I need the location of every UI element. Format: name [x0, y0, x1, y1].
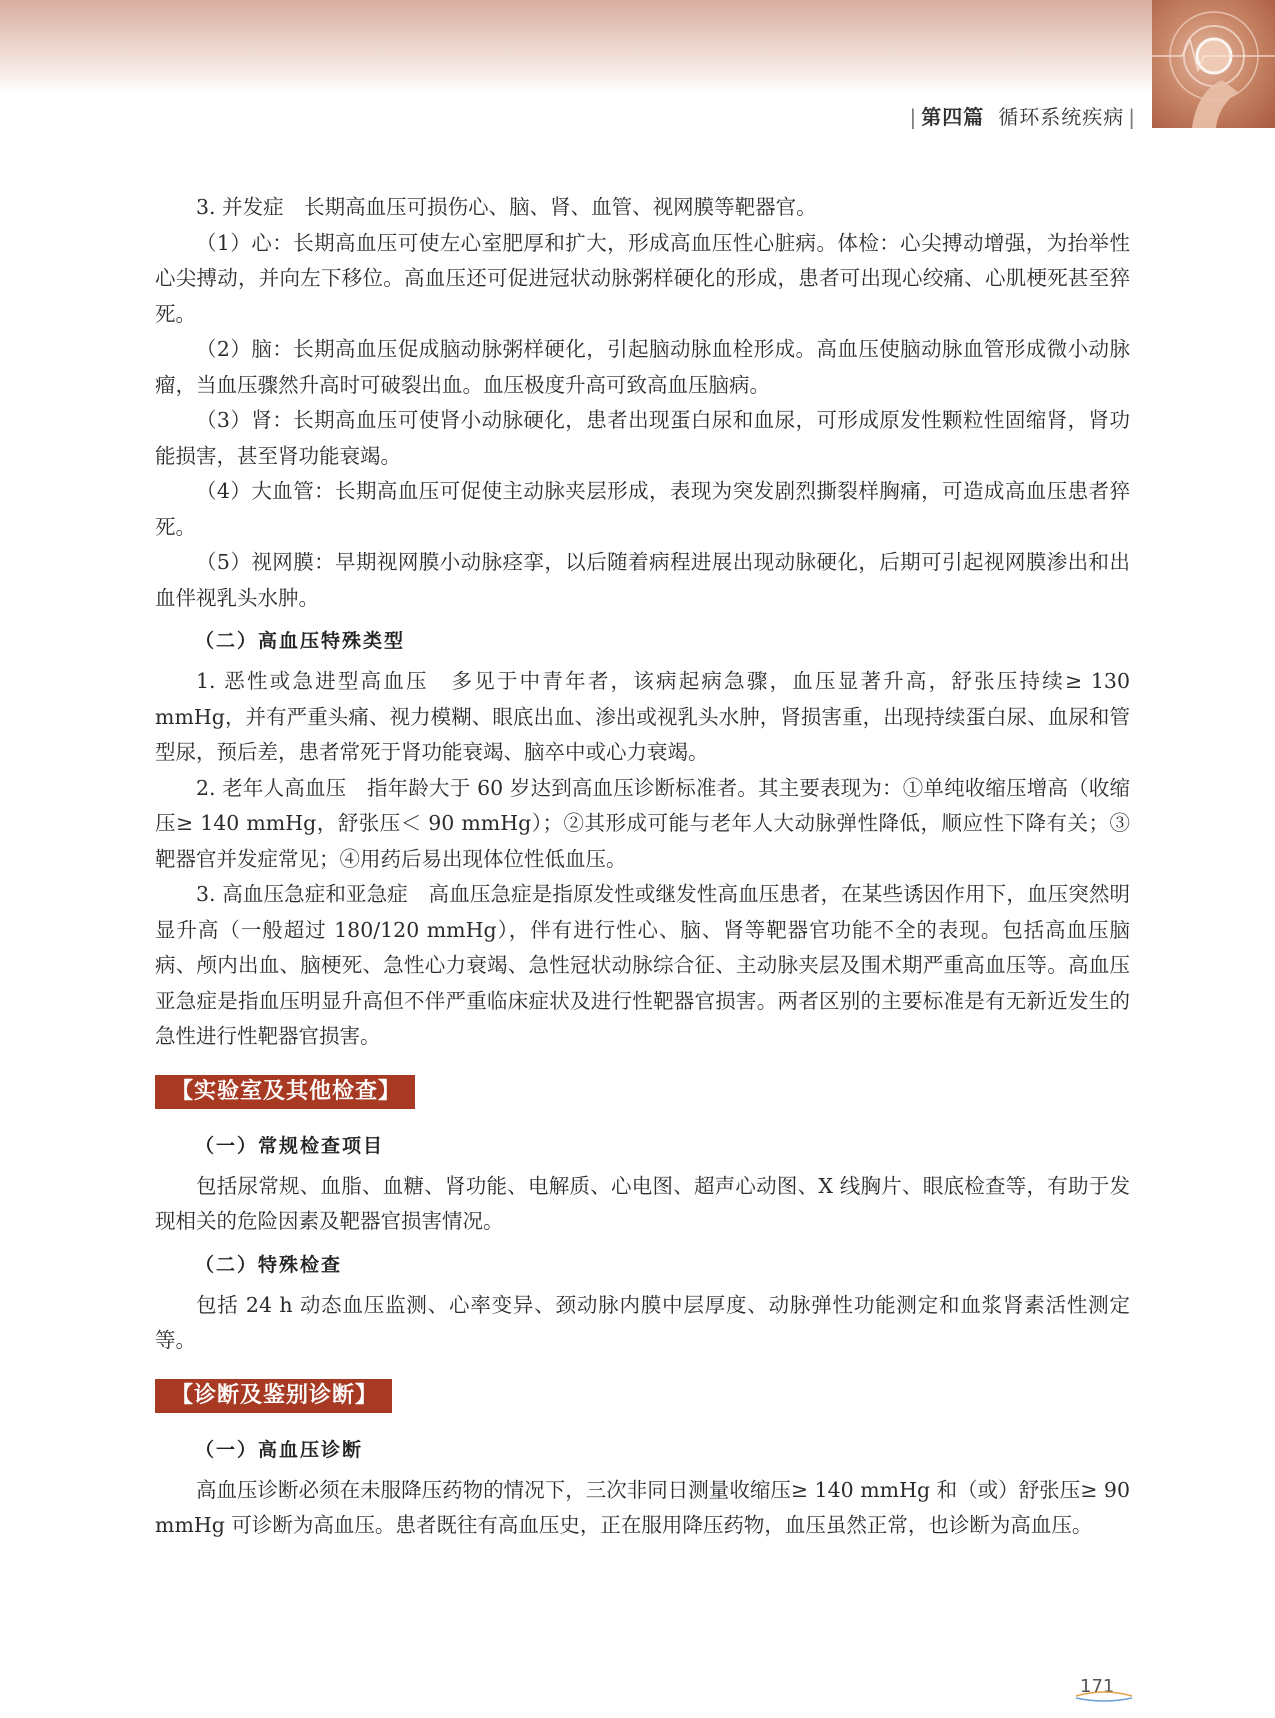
paragraph: （5）视网膜：早期视网膜小动脉痉挛，以后随着病程进展出现动脉硬化，后期可引起视网膜渗出和出血伴视乳头水肿。: [155, 550, 1130, 610]
paragraph: 2. 老年人高血压 指年龄大于 60 岁达到高血压诊断标准者。其主要表现为：①单纯收缩压增高（收缩压≥ 140 mmHg，舒张压＜ 90 mmHg）；②其形成可能与老年人大动脉弹性降低，顺应性下降有关；③靶器官并发症常见；④用药后易出现体位性低血压。: [155, 775, 1130, 871]
paragraph: 3. 高血压急症和亚急症 高血压急症是指原发性或继发性高血压患者，在某些诱因作用下，血压突然明显升高（一般超过 180/120 mmHg），伴有进行性心、脑、肾等靶器官功能不全的表现。包括高血压脑病、颅内出血、脑梗死、急性心力衰竭、急性冠状动脉综合征、主动脉夹层及围术期严重高血压等。高血压亚急症是指血压明显升高但不伴严重临床症状及进行性靶器官损害。两者区别的主要标准是有无新近发生的急性进行性靶器官损害。: [155, 882, 1130, 1048]
paragraph: 3. 并发症 长期高血压可损伤心、脑、肾、血管、视网膜等靶器官。: [196, 195, 817, 219]
paragraph: 1. 恶性或急进型高血压 多见于中青年者，该病起病急骤，血压显著升高，舒张压持续≥ 130 mmHg，并有严重头痛、视力模糊、眼底出血、渗出或视乳头水肿，肾损害重，出现持续蛋白尿、血尿和管型尿，预后差，患者常死于肾功能衰竭、脑卒中或心力衰竭。: [155, 669, 1130, 764]
paragraph: 包括 24 h 动态血压监测、心率变异、颈动脉内膜中层厚度、动脉弹性功能测定和血浆肾素活性测定等。: [155, 1292, 1130, 1352]
subsection-heading: （二）高血压特殊类型: [195, 630, 406, 652]
paragraph: （1）心：长期高血压可使左心室肥厚和扩大，形成高血压性心脏病。体检：心尖搏动增强，为抬举性心尖搏动，并向左下移位。高血压还可促进冠状动脉粥样硬化的形成，患者可出现心绞痛、心肌梗死甚至猝死。: [155, 230, 1130, 326]
chapter-label: 循环系统疾病: [998, 105, 1125, 129]
part-label: 第四篇: [921, 105, 985, 129]
page-body: [155, 190, 1130, 1544]
subsection-heading: （二）特殊检查: [195, 1253, 343, 1276]
paragraph: 高血压诊断必须在未服降压药物的情况下，三次非同日测量收缩压≥ 140 mmHg 和（或）舒张压≥ 90 mmHg 可诊断为高血压。患者既往有高血压史，正在服用降压药物，血压虽然正常，也诊断为高血压。: [155, 1477, 1130, 1537]
page-number-ornament: [1074, 1690, 1134, 1702]
section-heading: 【诊断及鉴别诊断】: [155, 1379, 392, 1413]
stethoscope-image: [1152, 0, 1275, 128]
header-band: [0, 0, 1275, 92]
section-heading-row: [155, 1359, 1130, 1425]
section-heading: 【实验室及其他检查】: [155, 1075, 415, 1109]
running-head: | 第四篇 循环系统疾病 |: [909, 105, 1136, 129]
paragraph: （2）脑：长期高血压促成脑动脉粥样硬化，引起脑动脉血栓形成。高血压使脑动脉血管形成微小动脉瘤，当血压骤然升高时可破裂出血。血压极度升高可致高血压脑病。: [155, 337, 1130, 397]
paragraph: 包括尿常规、血脂、血糖、肾功能、电解质、心电图、超声心动图、X 线胸片、眼底检查等，有助于发现相关的危险因素及靶器官损害情况。: [155, 1173, 1130, 1233]
page-number: 171: [1080, 1676, 1115, 1697]
subsection-heading: （一）常规检查项目: [195, 1134, 385, 1157]
section-heading-row: [155, 1055, 1130, 1121]
subsection-heading: （一）高血压诊断: [195, 1438, 364, 1461]
paragraph: （3）肾：长期高血压可使肾小动脉硬化，患者出现蛋白尿和血尿，可形成原发性颗粒性固缩肾，肾功能损害，甚至肾功能衰竭。: [155, 408, 1130, 468]
paragraph: （4）大血管：长期高血压可促使主动脉夹层形成，表现为突发剧烈撕裂样胸痛，可造成高血压患者猝死。: [155, 479, 1130, 539]
